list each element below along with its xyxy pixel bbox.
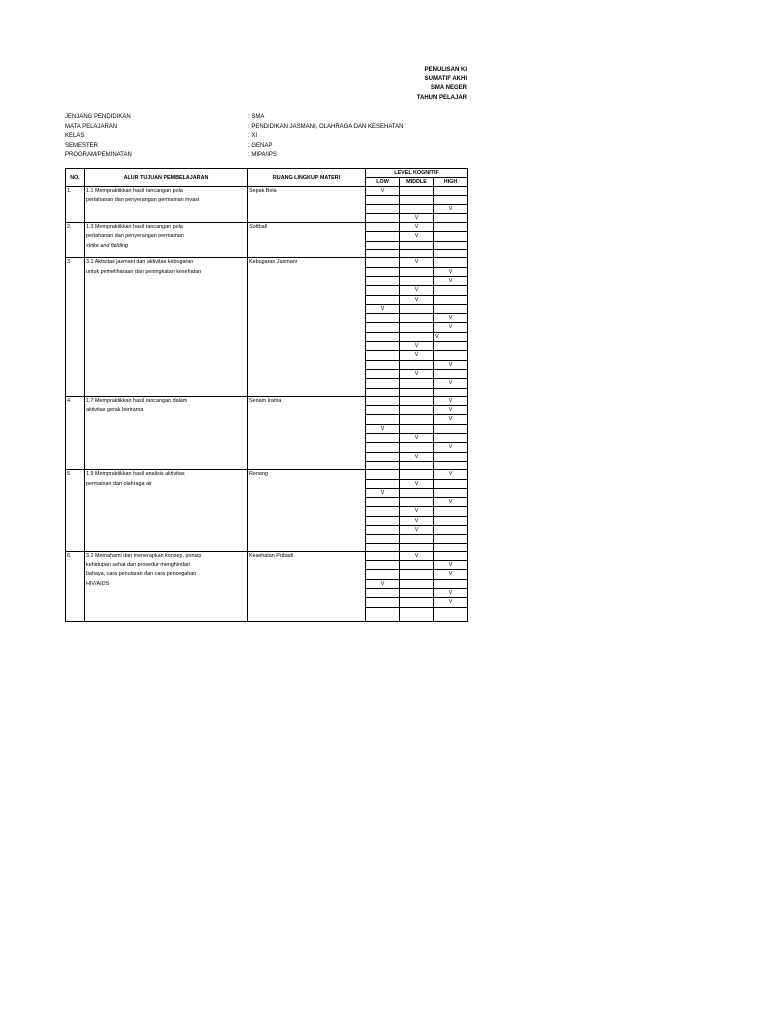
- level-high-cell: [434, 213, 468, 222]
- atp-line: pertahanan dan penyerangan permainan invasi: [86, 197, 199, 204]
- level-middle-cell: V: [400, 551, 434, 560]
- level-middle-cell: V: [400, 232, 434, 241]
- level-low-cell: V: [366, 488, 400, 497]
- level-middle-cell: V: [400, 351, 434, 360]
- level-low-cell: V: [366, 579, 400, 588]
- level-middle-cell: V: [400, 223, 434, 232]
- level-low-cell: [366, 276, 400, 285]
- level-high-cell: V: [434, 204, 468, 213]
- level-low-cell: [366, 213, 400, 222]
- info-label: MATA PELAJARAN: [65, 123, 118, 130]
- table-row: [66, 258, 468, 267]
- atp-line: pertahanan dan penyerangan permainan: [86, 233, 184, 240]
- level-high-cell: V: [434, 396, 468, 405]
- level-low-cell: [366, 415, 400, 424]
- level-low-cell: [366, 607, 400, 621]
- level-high-cell: V: [434, 267, 468, 276]
- level-middle-cell: [400, 388, 434, 396]
- level-high-cell: [434, 452, 468, 461]
- level-high-cell: V: [434, 276, 468, 285]
- level-low-cell: [366, 461, 400, 469]
- info-value: : PENDIDIKAN JASMANI, OLAHRAGA DAN KESEHATAN: [248, 123, 404, 130]
- level-high-cell: [434, 342, 468, 351]
- atp-line: permainan dan olahraga air: [86, 480, 152, 487]
- level-low-cell: [366, 286, 400, 295]
- atp-cell: [85, 223, 248, 258]
- row-number: 6.: [66, 551, 85, 621]
- level-middle-cell: [400, 323, 434, 332]
- level-low-cell: [366, 443, 400, 452]
- atp-cell: [85, 396, 248, 469]
- level-middle-cell: V: [400, 452, 434, 461]
- level-low-cell: [366, 379, 400, 388]
- atp-line: 1.7 Mempraktikkan hasil rancangan dalam: [86, 397, 188, 404]
- info-row-jenjang: [65, 113, 403, 123]
- atp-line: 1.1 Mempraktikkan hasil rancangan pola: [86, 188, 183, 194]
- level-high-cell: V: [434, 589, 468, 598]
- info-block: [65, 113, 403, 161]
- level-middle-cell: V: [400, 295, 434, 304]
- level-high-cell: [434, 461, 468, 469]
- level-low-cell: [366, 551, 400, 560]
- level-high-cell: [434, 507, 468, 516]
- level-low-cell: [366, 314, 400, 323]
- level-middle-cell: [400, 415, 434, 424]
- level-high-cell: [434, 388, 468, 396]
- level-middle-cell: V: [400, 286, 434, 295]
- level-low-cell: [366, 396, 400, 405]
- level-low-cell: [366, 434, 400, 443]
- header-line: TAHUN PELAJAR: [416, 94, 467, 101]
- document-header: [417, 66, 467, 103]
- level-high-cell: [434, 187, 468, 196]
- level-middle-cell: V: [400, 516, 434, 525]
- row-number: 5.: [66, 470, 85, 552]
- level-low-cell: [366, 516, 400, 525]
- materi-cell: Sepak Bola: [248, 187, 366, 223]
- info-label: PROGRAM/PEMINATAN: [65, 152, 132, 158]
- row-number: 4.: [66, 396, 85, 469]
- level-middle-cell: [400, 304, 434, 313]
- level-middle-cell: [400, 543, 434, 551]
- atp-line: 3.1 Aktivitas jasmani dan aktivitas kebugaran: [86, 259, 194, 266]
- materi-cell: Renang: [248, 470, 366, 552]
- level-middle-cell: [400, 498, 434, 507]
- level-low-cell: [366, 250, 400, 258]
- level-middle-cell: [400, 187, 434, 196]
- level-high-cell: V: [434, 470, 468, 479]
- level-middle-cell: [400, 461, 434, 469]
- atp-line: untuk pemeliharaan dan peningkatan kesehatan: [86, 268, 202, 275]
- header-materi: RUANG LINGKUP MATERI: [248, 169, 366, 187]
- level-high-cell: V: [434, 561, 468, 570]
- level-middle-cell: [400, 276, 434, 285]
- level-middle-cell: [400, 589, 434, 598]
- atp-cell: [85, 551, 248, 621]
- level-low-cell: [366, 525, 400, 534]
- level-high-cell: [434, 351, 468, 360]
- info-row-kelas: [65, 132, 403, 142]
- level-middle-cell: V: [400, 213, 434, 222]
- level-low-cell: [366, 204, 400, 213]
- level-middle-cell: [400, 598, 434, 607]
- level-low-cell: V: [366, 304, 400, 313]
- level-middle-cell: [400, 579, 434, 588]
- level-middle-cell: V: [400, 369, 434, 378]
- header-no: NO.: [66, 169, 85, 187]
- level-high-cell: V: [434, 415, 468, 424]
- level-middle-cell: [400, 561, 434, 570]
- level-low-cell: [366, 332, 400, 341]
- level-middle-cell: [400, 535, 434, 543]
- level-middle-cell: V: [400, 434, 434, 443]
- header-line: PENULISAN KI: [424, 67, 467, 73]
- header-middle: MIDDLE: [400, 178, 434, 187]
- atp-line: 1.9 Mempraktikkan hasil analisis aktivitas: [86, 471, 185, 478]
- level-middle-cell: [400, 360, 434, 369]
- level-high-cell: [434, 286, 468, 295]
- level-low-cell: [366, 589, 400, 598]
- info-label: JENJANG PENDIDIKAN: [65, 114, 131, 120]
- header-low: LOW: [366, 178, 400, 187]
- level-middle-cell: [400, 241, 434, 249]
- level-low-cell: [366, 267, 400, 276]
- level-middle-cell: [400, 488, 434, 497]
- table-row: [66, 223, 468, 232]
- materi-cell: Senam Irama: [248, 396, 366, 469]
- level-high-cell: [434, 488, 468, 497]
- level-high-cell: [434, 543, 468, 551]
- level-high-cell: [434, 232, 468, 241]
- level-high-cell: V: [434, 360, 468, 369]
- level-low-cell: [366, 232, 400, 241]
- atp-cell: [85, 187, 248, 223]
- atp-line: 1.3 Mempraktikkan hasil rancangan pola: [86, 224, 183, 231]
- info-row-program: [65, 151, 403, 161]
- level-high-cell: V: [434, 314, 468, 323]
- header-line: SMA NEGER: [430, 85, 467, 92]
- level-low-cell: [366, 598, 400, 607]
- header-line: SUMATIF AKHI: [424, 76, 467, 83]
- level-middle-cell: [400, 424, 434, 433]
- level-low-cell: [366, 241, 400, 249]
- level-low-cell: [366, 351, 400, 360]
- info-row-mapel: [65, 123, 403, 133]
- table-row: [66, 470, 468, 479]
- level-middle-cell: [400, 607, 434, 621]
- level-middle-cell: [400, 406, 434, 415]
- level-middle-cell: [400, 314, 434, 323]
- level-middle-cell: V: [400, 525, 434, 534]
- atp-line: bahaya, cara penularan dan cara pencegahan: [86, 571, 197, 578]
- level-middle-cell: V: [400, 507, 434, 516]
- level-low-cell: [366, 452, 400, 461]
- atp-line-italic: strike and fielding: [86, 242, 128, 249]
- row-number: 2.: [66, 223, 85, 258]
- level-high-cell: [434, 607, 468, 621]
- level-middle-cell: [400, 332, 434, 341]
- level-low-cell: [366, 470, 400, 479]
- level-middle-cell: V: [400, 479, 434, 488]
- level-middle-cell: [400, 267, 434, 276]
- atp-cell: [85, 258, 248, 396]
- level-high-cell: [434, 369, 468, 378]
- level-middle-cell: [400, 396, 434, 405]
- level-low-cell: V: [366, 424, 400, 433]
- level-middle-cell: [400, 470, 434, 479]
- level-high-cell: V: [434, 443, 468, 452]
- level-high-cell: [434, 479, 468, 488]
- level-low-cell: [366, 388, 400, 396]
- materi-cell: Kebugaran Jasmani: [248, 258, 366, 396]
- level-high-cell: [434, 196, 468, 204]
- level-low-cell: [366, 295, 400, 304]
- level-high-cell: [434, 223, 468, 232]
- level-high-cell: V: [434, 323, 468, 332]
- materi-cell: Kesehatan Pribadi: [248, 551, 366, 621]
- level-low-cell: [366, 561, 400, 570]
- level-high-cell: [434, 250, 468, 258]
- level-high-cell: [434, 424, 468, 433]
- row-number: 1.: [66, 187, 85, 223]
- table-row: [66, 187, 468, 196]
- level-middle-cell: V: [400, 342, 434, 351]
- level-low-cell: V: [366, 187, 400, 196]
- level-low-cell: [366, 406, 400, 415]
- info-value: : XI: [248, 133, 258, 139]
- level-high-cell: [434, 304, 468, 313]
- level-high-cell: V: [434, 570, 468, 579]
- level-high-cell: V: [434, 598, 468, 607]
- header-atp: ALUR TUJUAN PEMBELAJARAN: [85, 169, 248, 187]
- level-high-cell: [434, 434, 468, 443]
- level-low-cell: [366, 360, 400, 369]
- info-value: : GENAP: [248, 142, 273, 149]
- level-low-cell: [366, 342, 400, 351]
- level-low-cell: [366, 535, 400, 543]
- atp-line: HIV/AIDS: [86, 580, 110, 587]
- level-high-cell: V: [434, 498, 468, 507]
- level-middle-cell: V: [400, 258, 434, 267]
- header-high: HIGH: [434, 178, 468, 187]
- atp-cell: [85, 470, 248, 552]
- row-number: 3.: [66, 258, 85, 396]
- atp-line: 3.2 Memahami dan menerapkan konsep, prinsip: [86, 552, 202, 559]
- level-high-cell: [434, 516, 468, 525]
- materi-cell: Softball: [248, 223, 366, 258]
- level-low-cell: [366, 543, 400, 551]
- table-row: [66, 396, 468, 405]
- level-middle-cell: [400, 570, 434, 579]
- level-low-cell: [366, 498, 400, 507]
- level-low-cell: [366, 369, 400, 378]
- info-label: KELAS: [65, 133, 85, 139]
- level-high-cell: [434, 525, 468, 534]
- level-high-cell: V: [434, 332, 468, 341]
- level-low-cell: [366, 258, 400, 267]
- level-middle-cell: [400, 196, 434, 204]
- level-high-cell: [434, 535, 468, 543]
- atp-line: kehidupan sehat dan prosedur menghindari: [86, 562, 190, 569]
- kisi-kisi-table: [65, 168, 468, 622]
- atp-line: aktivitas gerak berirama: [86, 407, 144, 414]
- level-high-cell: [434, 579, 468, 588]
- level-middle-cell: [400, 379, 434, 388]
- level-middle-cell: [400, 250, 434, 258]
- level-high-cell: [434, 241, 468, 249]
- level-low-cell: [366, 196, 400, 204]
- level-high-cell: [434, 551, 468, 560]
- info-label: SEMESTER: [65, 142, 99, 149]
- level-high-cell: V: [434, 406, 468, 415]
- level-middle-cell: [400, 443, 434, 452]
- level-low-cell: [366, 223, 400, 232]
- table-body: [66, 187, 468, 622]
- info-row-semester: [65, 142, 403, 152]
- level-low-cell: [366, 570, 400, 579]
- info-value: : MIPA/IPS: [248, 152, 277, 158]
- level-high-cell: [434, 295, 468, 304]
- info-value: : SMA: [248, 114, 265, 120]
- level-high-cell: [434, 258, 468, 267]
- level-low-cell: [366, 323, 400, 332]
- level-low-cell: [366, 479, 400, 488]
- level-middle-cell: [400, 204, 434, 213]
- table-row: [66, 551, 468, 560]
- level-high-cell: V: [434, 379, 468, 388]
- header-level-kognitif: LEVEL KOGNITIF: [366, 169, 468, 178]
- level-low-cell: [366, 507, 400, 516]
